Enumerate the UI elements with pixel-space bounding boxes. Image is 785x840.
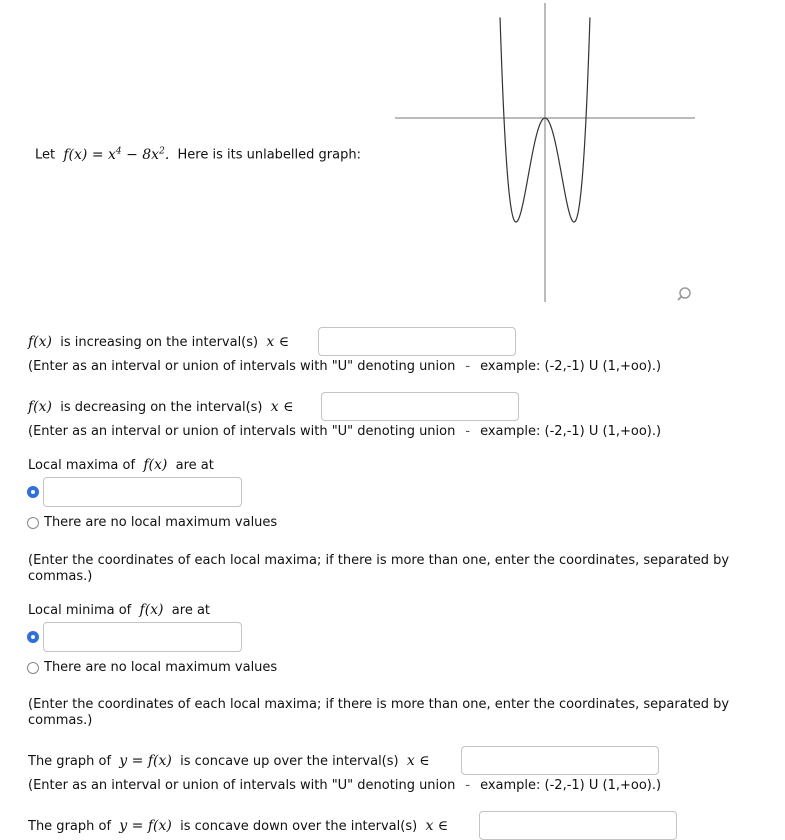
magnifier-icon[interactable] — [677, 286, 695, 304]
label-pre: The graph of — [28, 819, 112, 834]
local-min-none-radio[interactable] — [27, 662, 39, 674]
example-text: example: (-2,-1) U (1,+oo).) — [480, 359, 662, 374]
function-definition — [63, 147, 169, 163]
local-max-input-radio[interactable] — [27, 486, 39, 498]
local-max-note-line2: commas.) — [28, 569, 93, 584]
decreasing-hint — [28, 424, 661, 439]
x-in-symbol: x ∈ — [270, 399, 294, 415]
fx-symbol: f(x) — [139, 602, 164, 618]
equation: y = f(x) — [119, 753, 172, 769]
fx-symbol: f(x) — [28, 399, 53, 415]
label-pre: The graph of — [28, 754, 112, 769]
hint-text: (Enter as an interval or union of intervals with "U" denoting union — [28, 778, 456, 793]
local-min-input[interactable] — [43, 622, 242, 652]
increasing-label: is increasing on the interval(s) — [60, 335, 259, 350]
function-graph — [395, 0, 695, 305]
concave-up-question — [28, 753, 430, 769]
concave-down-label: is concave down over the interval(s) — [180, 819, 418, 834]
label-pre: Local maxima of — [28, 458, 136, 473]
x-in-symbol: x ∈ — [425, 818, 449, 834]
local-min-note-line2: commas.) — [28, 713, 93, 728]
period: . — [164, 146, 170, 163]
fx-symbol: f(x) — [143, 457, 168, 473]
problem-statement — [35, 146, 361, 163]
decreasing-label: is decreasing on the interval(s) — [60, 400, 263, 415]
let-text: Let — [35, 147, 56, 163]
label-pre: Local minima of — [28, 603, 132, 618]
label-post: are at — [175, 458, 214, 473]
example-text: example: (-2,-1) U (1,+oo).) — [480, 778, 662, 793]
local-max-input[interactable] — [43, 477, 242, 507]
increasing-input[interactable] — [318, 327, 516, 356]
dash: - — [465, 424, 471, 439]
local-max-none-label[interactable]: There are no local maximum values — [44, 515, 278, 530]
equation: y = f(x) — [119, 818, 172, 834]
exponent-2: 2 — [159, 146, 165, 156]
example-text: example: (-2,-1) U (1,+oo).) — [480, 424, 662, 439]
concave-down-question — [28, 818, 448, 834]
local-min-none-label[interactable]: There are no local maximum values — [44, 660, 278, 675]
local-max-note-line1: (Enter the coordinates of each local maxima; if there is more than one, enter the coordinates, separated by — [28, 553, 730, 568]
decreasing-question — [28, 399, 293, 415]
concave-down-input[interactable] — [479, 811, 677, 840]
hint-text: (Enter as an interval or union of intervals with "U" denoting union — [28, 424, 456, 439]
x-in-symbol: x ∈ — [266, 334, 290, 350]
minus-term: − 8x — [126, 146, 160, 163]
fx-symbol: f(x) — [28, 334, 53, 350]
dash: - — [465, 359, 471, 374]
dash: - — [465, 778, 471, 793]
local-min-input-radio[interactable] — [27, 631, 39, 643]
increasing-question — [28, 334, 289, 350]
exponent-4: 4 — [115, 146, 122, 156]
concave-up-hint — [28, 778, 661, 793]
local-min-question — [28, 602, 210, 618]
local-max-none-radio[interactable] — [27, 517, 39, 529]
decreasing-input[interactable] — [321, 392, 519, 421]
x-in-symbol: x ∈ — [406, 753, 430, 769]
graph-intro-text: Here is its unlabelled graph: — [177, 147, 361, 163]
increasing-hint — [28, 359, 661, 374]
fx-part: f(x) = x — [63, 146, 116, 163]
local-min-note-line1: (Enter the coordinates of each local maxima; if there is more than one, enter the coordinates, separated by — [28, 697, 730, 712]
label-post: are at — [171, 603, 211, 618]
local-max-question — [28, 457, 214, 473]
concave-up-input[interactable] — [461, 746, 659, 775]
hint-text: (Enter as an interval or union of intervals with "U" denoting union — [28, 359, 456, 374]
concave-up-label: is concave up over the interval(s) — [180, 754, 399, 769]
